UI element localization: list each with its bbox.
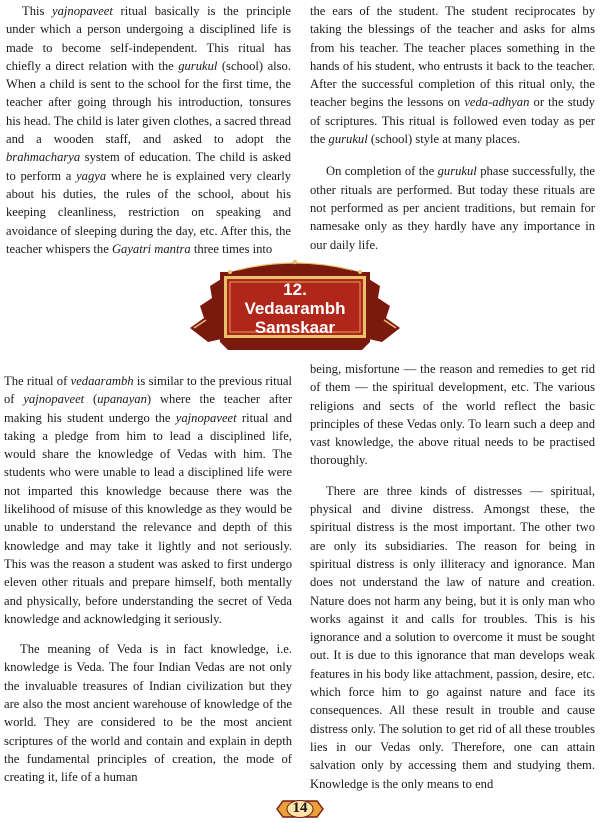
- column-top-right: [310, 2, 595, 263]
- paragraph: On completion of the gurukul phase successfully, the other rituals are performed. But today these rituals are not performed as per ancient traditions, but remain for namesake only as they hardly have any importance in our daily life.: [310, 164, 595, 252]
- page-number-badge: [275, 797, 325, 821]
- paragraph: the ears of the student. The student reciprocates by taking the blessings of the teacher and asks for alms from his teacher. The teacher places something in the hands of his student, who entrusts it back to the teacher. After the successful completion of this ritual only, the teacher begins the lessons on veda-adhyan or the study of scriptures. This ritual is followed even today as per the gurukul (school) style at many places.: [310, 4, 595, 147]
- paragraph: There are three kinds of distresses — spiritual, physical and divine distress. Amongst these, the spiritual distress is the most important. The other two are only its subsidiaries. The reason for being in spiritual distress is only illiteracy and ignorance. Man does not understand the law of nature and creation. Nature does not harm any being, but it is only man who works against it and calls for troubles. This is his ignorance and a solution to overcome it must be sought out. It is due to this ignorance that man develops weak features in his body like attachment, passion, desire, etc. which force him to go against nature and face its consequences. All these result in trouble and cause distress only. The solution to get rid of all these troubles lies in our Vedas only. Therefore, one can attain salvation only by accessing them and studying them. Knowledge is the only means to end: [310, 483, 595, 791]
- paragraph: This yajnopaveet ritual basically is the principle under which a person undergoing a disciplined life is made to become self-independent. This ritual has chiefly a direct relation with the gurukul (school) also. When a child is sent to the school for the first time, the teacher after going through his introduction, tonsures his head. The child is later given clothes, a sacred thread and a wooden staff, and asked to adopt the brahmacharya system of education. The child is asked to perform a yagya where he is explained very clearly about his duties, the rules of the school, about his keeping cleanliness, restriction on speaking and avoidance of sleeping during the day, etc. After this, the teacher whispers the Gayatri mantra three times into: [6, 4, 292, 256]
- section-heading-banner: [190, 258, 400, 350]
- column-bottom-left: [4, 372, 292, 796]
- section-heading: 12. Vedaarambh Samskaar: [244, 280, 346, 337]
- paragraph: being, misfortune — the reason and remedies to get rid of them — the spiritual development, etc. The various religions and sects of the world reflect the basic principles of these Vedas only. To learn such a deep and vast knowledge, the above ritual needs to be practised thoroughly.: [310, 362, 595, 468]
- paragraph: The ritual of vedaarambh is similar to the previous ritual of yajnopaveet (upanayan) where the teacher after making his student undergo the yajnopaveet ritual and taking a pledge from him to lead a disciplined life, would share the knowledge of Vedas with him. The students who were unable to lead a disciplined life were not imparted this knowledge because there was the likelihood of misuse of this knowledge as they would be unable to understand the relevance and depth of this knowledge and may take it lightly and not seriously. This was the reason a student was asked to first undergo eleven other rituals and prepare himself, both mentally and physically, before understanding the secret of Veda knowledge and acknowledging it seriously.: [4, 374, 293, 626]
- page-number: 14: [292, 800, 308, 816]
- column-bottom-right: [310, 360, 595, 802]
- column-top-left: [6, 2, 291, 267]
- paragraph: The meaning of Veda is in fact knowledge, i.e. knowledge is Veda. The four Indian Vedas are not only the invaluable treasures of Indian civilization but they are also the most ancient warehouse of knowledge of the world. They are considered to be the most ancient scriptures of the world and contain and explain in depth the fundamental principles of creation, the mode of creating it, life of a human: [4, 642, 292, 785]
